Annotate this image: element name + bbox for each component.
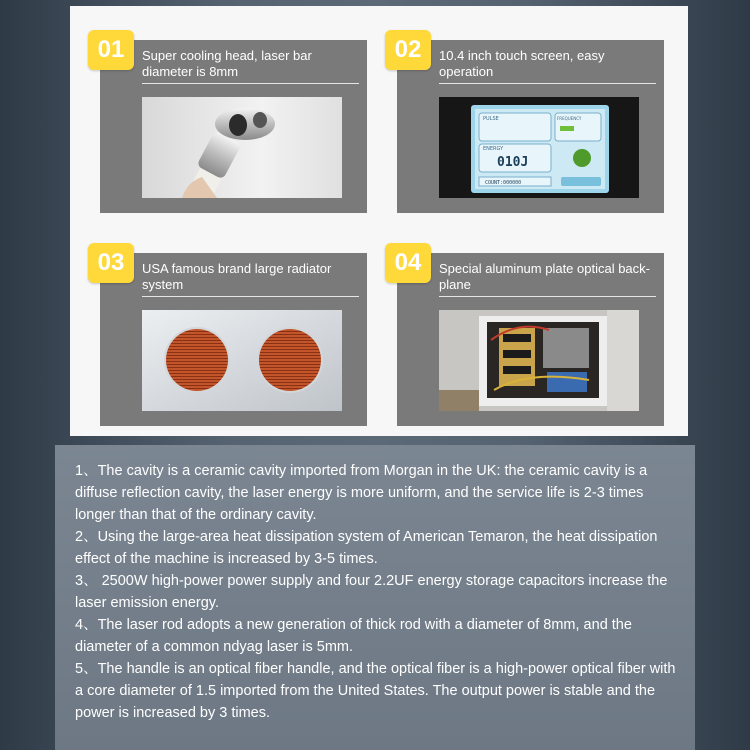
feature-card-02 <box>394 36 664 213</box>
spec-item: 2、Using the large-area heat dissipation system of American Temaron, the heat dissipation effect of the machine is increased by 3-5 times. <box>75 529 658 567</box>
energy-value: 010J <box>497 155 529 170</box>
cooling-head-photo <box>142 97 342 198</box>
spec-item: 1、The cavity is a ceramic cavity imported from Morgan in the UK: the ceramic cavity is a diffuse reflection cavity, the laser energy is more uniform, and the service life is 2-3 times longer than that of the ordinary cavity. <box>75 463 648 523</box>
touch-screen-photo <box>439 97 639 198</box>
spec-item: 4、The laser rod adopts a new generation of thick rod with a diameter of 8mm, and the diameter of a common ndyag laser is 5mm. <box>75 617 632 655</box>
divider <box>142 296 359 297</box>
feature-number-badge: 04 <box>385 243 431 283</box>
feature-title: USA famous brand large radiator system <box>142 261 332 292</box>
feature-number-badge: 03 <box>88 243 134 283</box>
features-panel <box>70 6 688 436</box>
feature-title: Super cooling head, laser bar diameter is 8mm <box>142 48 312 79</box>
divider <box>439 83 656 84</box>
feature-card-04 <box>394 249 664 426</box>
pulse-label: PULSE <box>483 116 499 122</box>
feature-card-03 <box>97 249 367 426</box>
feature-number-badge: 01 <box>88 30 134 70</box>
optical-backplane-photo <box>439 310 639 411</box>
spec-list <box>75 460 685 724</box>
count-readout: COUNT:000000 <box>485 180 522 186</box>
feature-title: Special aluminum plate optical back-plane <box>439 261 650 292</box>
spec-item: 5、The handle is an optical fiber handle, and the optical fiber is a high-power optical fiber with a core diameter of 1.5 imported from the United States. The output power is stable and the power is increased by 3 times. <box>75 661 676 721</box>
divider <box>142 83 359 84</box>
feature-number-badge: 02 <box>385 30 431 70</box>
feature-card-01 <box>97 36 367 213</box>
spec-item: 3、 2500W high-power power supply and four 2.2UF energy storage capacitors increase the laser emission energy. <box>75 573 668 611</box>
energy-label: ENERGY <box>483 146 504 152</box>
specifications-panel <box>55 445 695 750</box>
radiator-photo <box>142 310 342 411</box>
divider <box>439 296 656 297</box>
feature-title: 10.4 inch touch screen, easy operation <box>439 48 605 79</box>
frequency-label: FREQUENCY <box>557 116 582 121</box>
